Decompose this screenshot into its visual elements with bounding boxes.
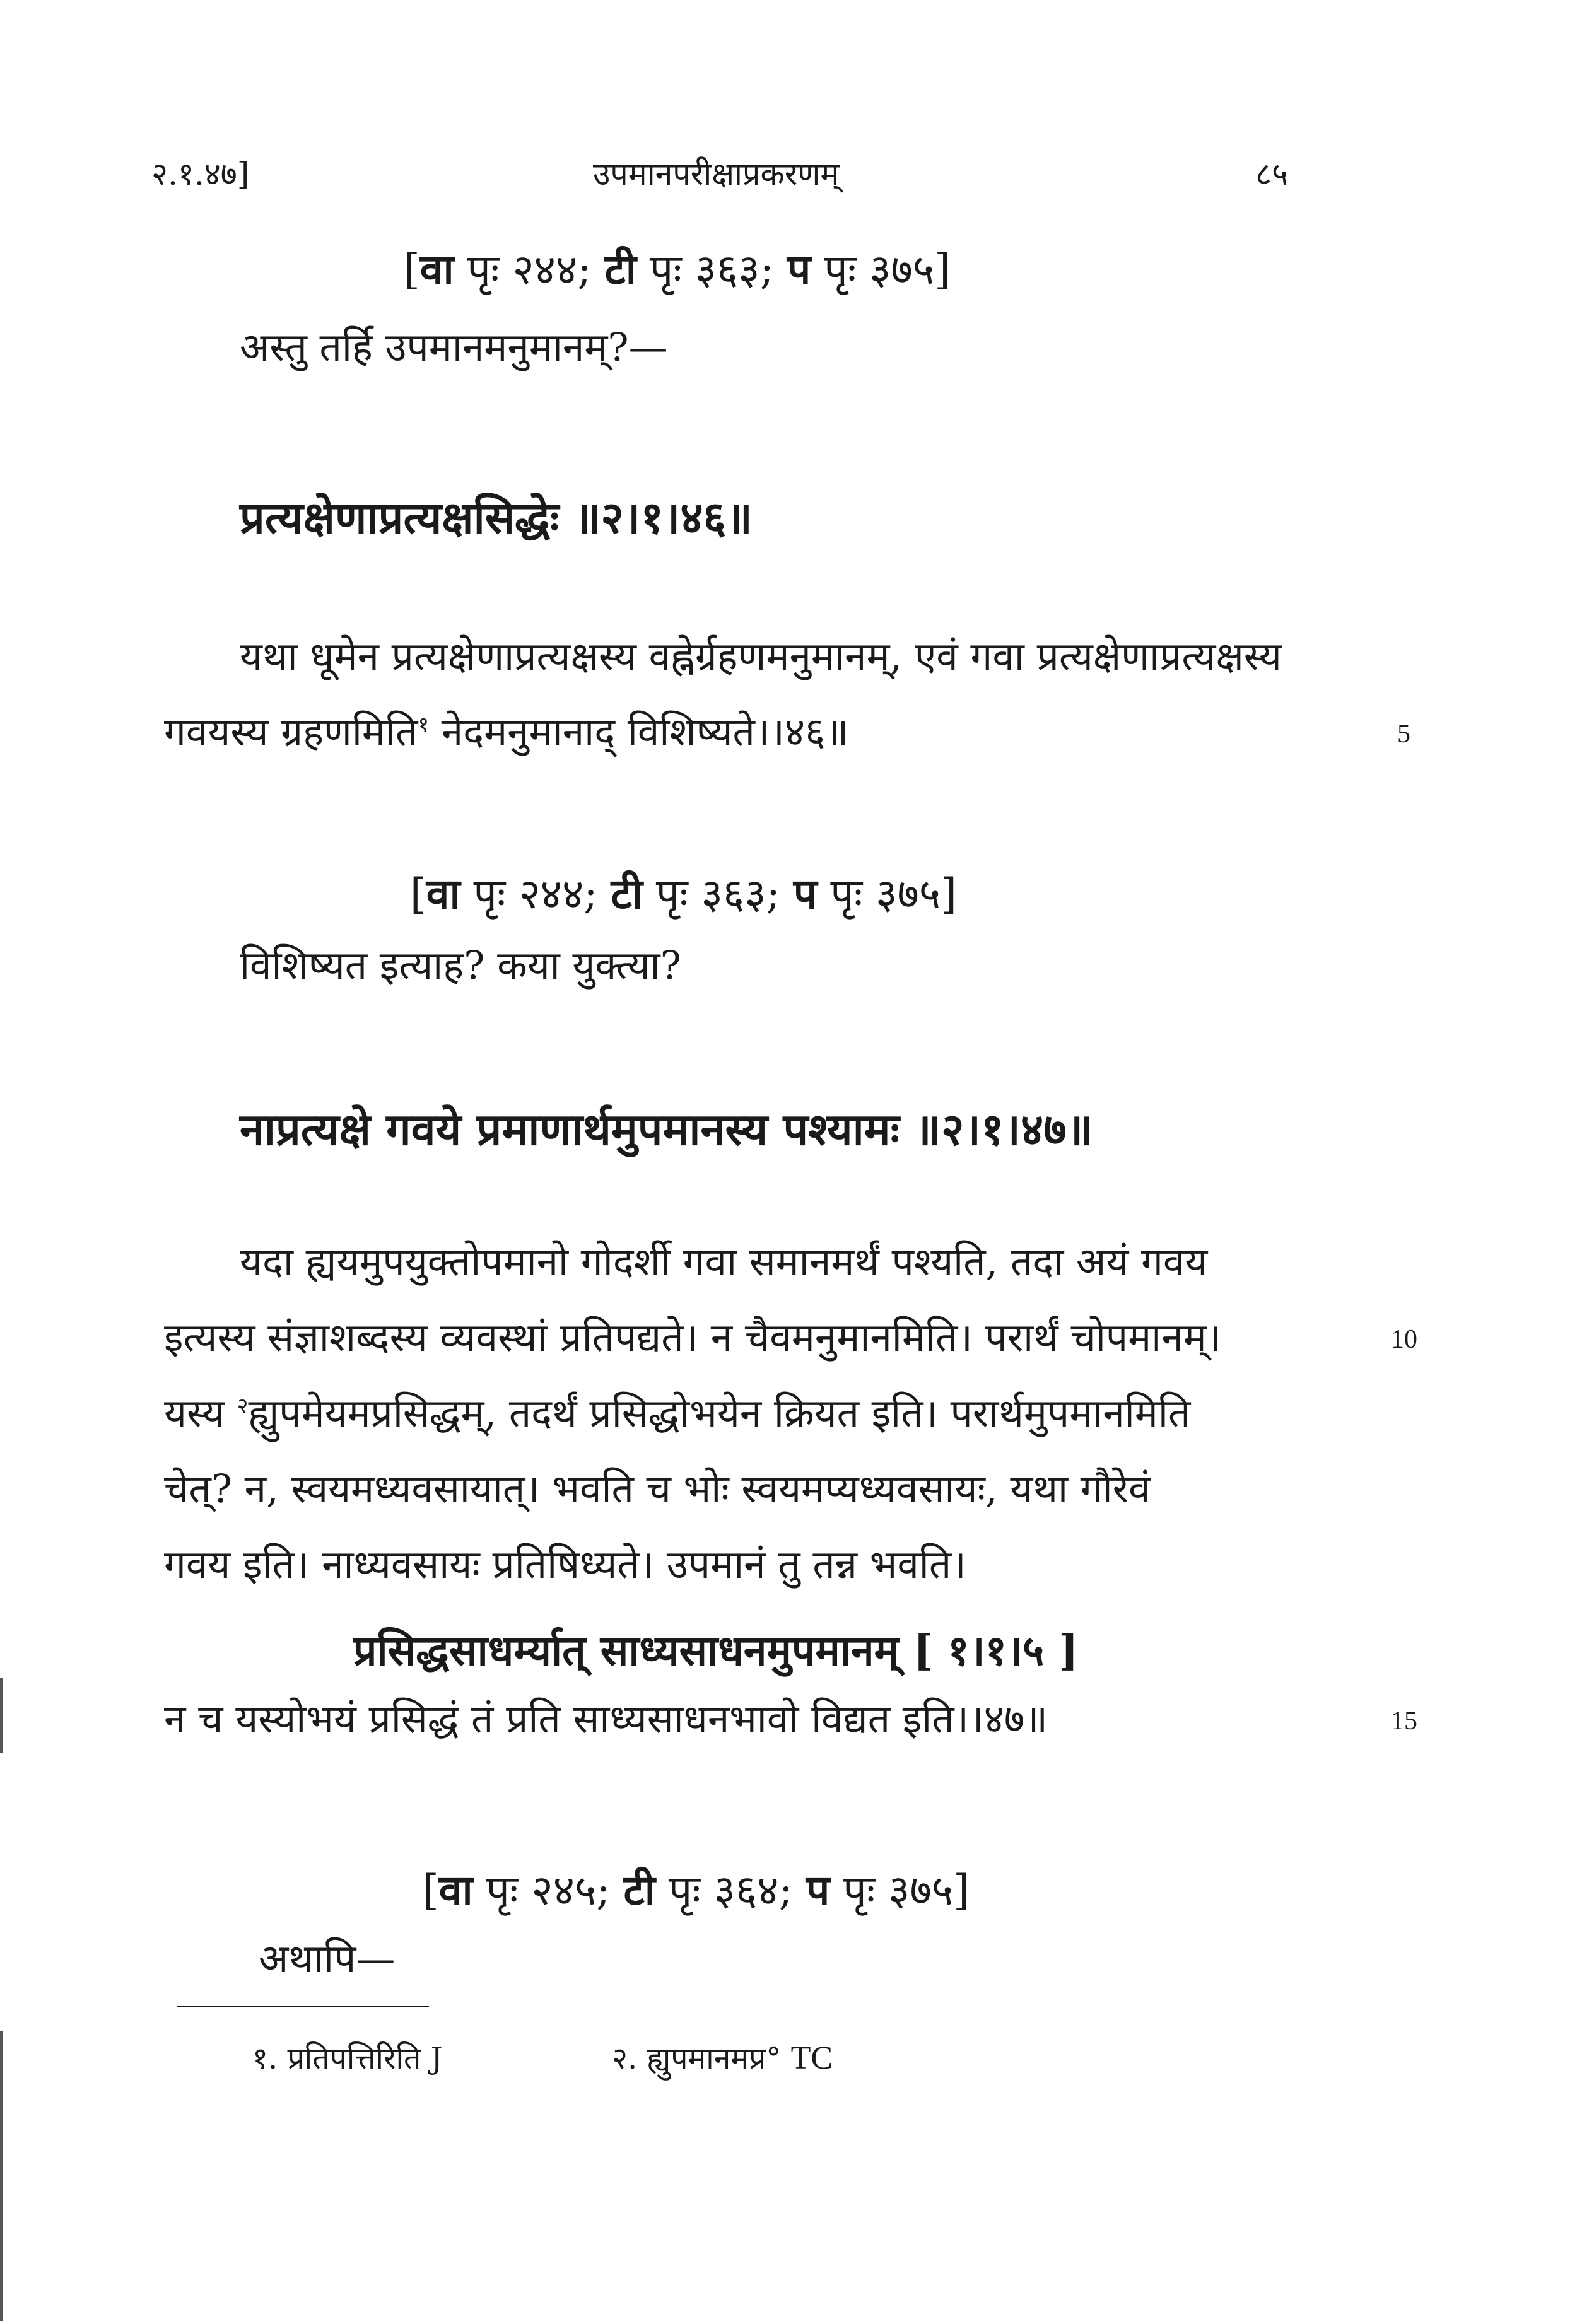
line-number-15: 15 <box>1391 1707 1417 1736</box>
commentary-47-line-1: यदा ह्ययमुपयुक्तोपमानो गोदर्शी गवा समानमर्थं पश्यति, तदा अयं गवय <box>240 1239 1208 1285</box>
sutra-47: नाप्रत्यक्षे गवये प्रमाणार्थमुपमानस्य पश्यामः ॥२।१।४७॥ <box>240 1103 1093 1155</box>
commentary-47-line-4: चेत्? न, स्वयमध्यवसायात्। भवति च भोः स्वयमप्यध्यवसायः, यथा गौरेवं <box>164 1466 1151 1512</box>
question-line-2: विशिष्यत इत्याह? कया युक्त्या? <box>240 942 681 988</box>
commentary-46-line-2: गवयस्य ग्रहणमिति$^१$ नेदमनुमानाद् विशिष्यते।।४६॥ <box>164 709 849 755</box>
commentary-46-line-1: यथा धूमेन प्रत्यक्षेणाप्रत्यक्षस्य वह्नेर्ग्रहणमनुमानम्, एवं गवा प्रत्यक्षेणाप्रत्यक्षस्य <box>240 633 1282 679</box>
quoted-sutra: प्रसिद्धसाधर्म्यात् साध्यसाधनमुपमानम् [ १।१।५ ] <box>353 1626 1079 1675</box>
question-line-1: अस्तु तर्हि उपमानमनुमानम्?— <box>240 324 668 370</box>
margin-mark <box>0 2031 3 2321</box>
footnote-1: १. प्रतिपत्तिरिति J <box>252 2041 443 2076</box>
athapi-line: अथापि— <box>259 1936 396 1982</box>
header-page-number: ८५ <box>1255 156 1288 192</box>
commentary-reference-3: [वा पृः २४५; टी पृः ३६४; प पृः ३७५] <box>423 1866 970 1915</box>
header-chapter-title: उपमानपरीक्षाप्रकरणम् <box>593 156 840 192</box>
margin-mark <box>0 1678 3 1753</box>
line-number-5: 5 <box>1397 720 1410 749</box>
header-verse-ref: २.१.४७] <box>151 156 250 192</box>
sutra-46: प्रत्यक्षेणाप्रत्यक्षसिद्धेः ॥२।१।४६॥ <box>240 491 753 544</box>
line-number-10: 10 <box>1391 1325 1417 1354</box>
commentary-47-line-2: इत्यस्य संज्ञाशब्दस्य व्यवस्थां प्रतिपद्यते। न चैवमनुमानमिति। परार्थं चोपमानम्। <box>164 1314 1222 1360</box>
commentary-47-line-5: गवय इति। नाध्यवसायः प्रतिषिध्यते। उपमानं तु तन्न भवति। <box>164 1541 966 1587</box>
commentary-reference-1: [वा पृः २४४; टी पृः ३६३; प पृः ३७५] <box>404 245 951 294</box>
footnote-divider <box>177 2006 429 2007</box>
footnote-2: २. ह्युपमानमप्र° TC <box>612 2040 833 2076</box>
footnote-marker-2: २ <box>237 1393 249 1419</box>
footnote-marker-1: १ <box>418 712 430 738</box>
commentary-47-line-6: न च यस्योभयं प्रसिद्धं तं प्रति साध्यसाधनभावो विद्यत इति।।४७॥ <box>164 1696 1048 1742</box>
commentary-reference-2: [वा पृः २४४; टी पृः ३६३; प पृः ३७५] <box>410 869 957 918</box>
commentary-47-line-3: यस्य $^२$ह्युपमेयमप्रसिद्धम्, तदर्थं प्रसिद्धोभयेन क्रियत इति। परार्थमुपमानमिति <box>164 1390 1191 1436</box>
